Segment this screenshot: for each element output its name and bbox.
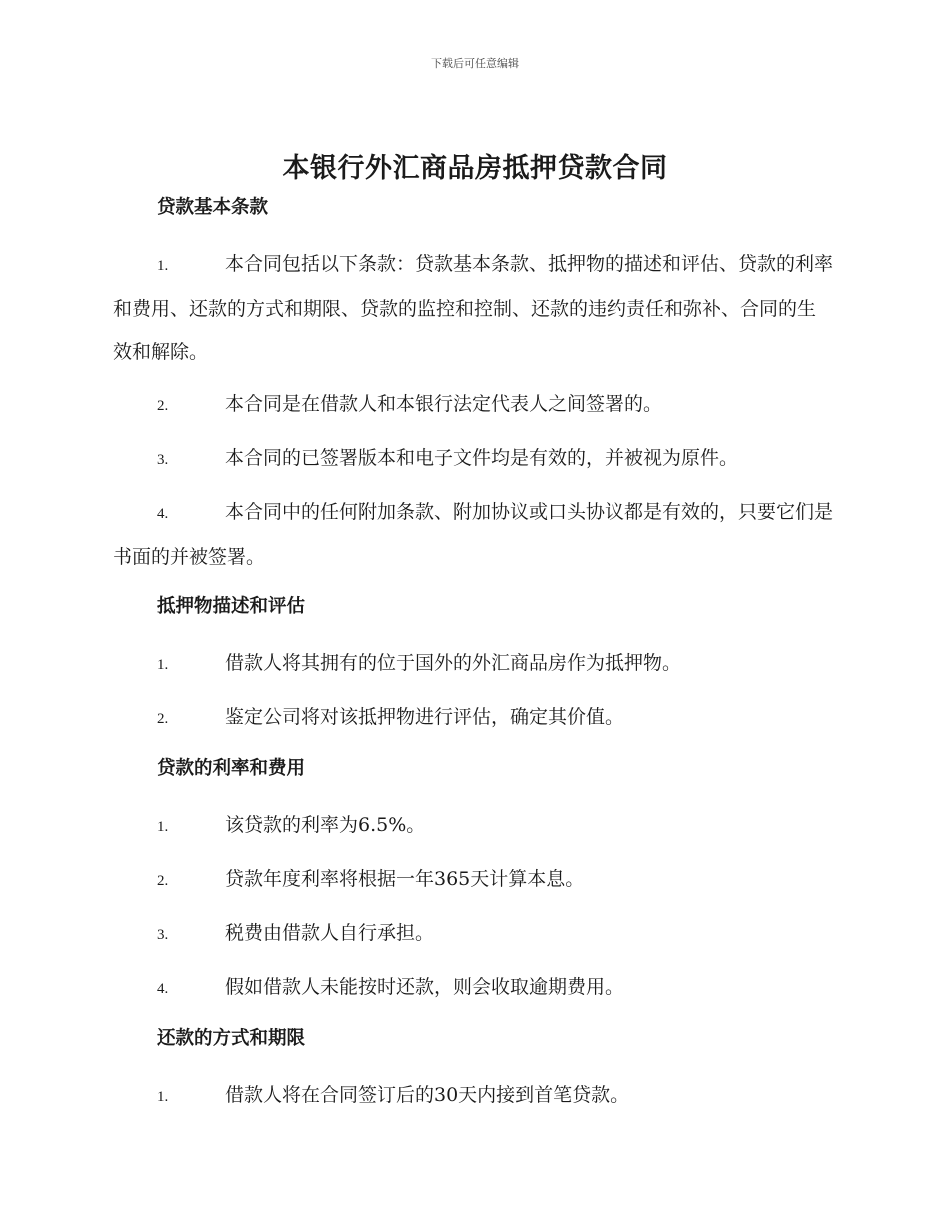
document-body xyxy=(113,188,833,1119)
document-title: 本银行外汇商品房抵押贷款合同 xyxy=(282,153,668,184)
section-collateral-description xyxy=(113,587,833,741)
clause-number: 3. xyxy=(157,927,169,943)
clause-text: 鉴定公司将对该抵押物进行评估，确定其价值。 xyxy=(225,706,625,728)
clause-item xyxy=(113,912,833,957)
clause-text: 本合同包括以下条款：贷款基本条款、抵押物的描述和评估、贷款的利率和费用、还款的方式和期限、贷款的监控和控制、还款的违约责任和弥补、合同的生效和解除。 xyxy=(113,253,834,363)
section-heading: 贷款的利率和费用 xyxy=(157,758,306,779)
clause-number: 4. xyxy=(157,981,169,997)
clause-text: 本合同中的任何附加条款、附加协议或口头协议都是有效的，只要它们是书面的并被签署。 xyxy=(113,501,834,568)
clause-text: 本合同是在借款人和本银行法定代表人之间签署的。 xyxy=(225,393,663,415)
clause-number: 2. xyxy=(157,711,169,727)
section-heading: 还款的方式和期限 xyxy=(157,1028,306,1049)
clause-item xyxy=(113,966,833,1011)
clause-text: 税费由借款人自行承担。 xyxy=(225,922,435,944)
clause-item xyxy=(113,1074,833,1119)
clause-item xyxy=(113,642,833,687)
clause-text: 假如借款人未能按时还款，则会收取逾期费用。 xyxy=(225,976,625,998)
clause-text: 借款人将在合同签订后的30天内接到首笔贷款。 xyxy=(225,1084,630,1106)
clause-number: 2. xyxy=(157,398,169,414)
section-loan-basic-terms xyxy=(113,188,833,579)
clause-item xyxy=(113,491,833,579)
clause-number: 1. xyxy=(157,1089,169,1105)
clause-number: 1. xyxy=(157,657,169,673)
clause-item xyxy=(113,804,833,849)
clause-number: 1. xyxy=(157,819,169,835)
clause-text: 贷款年度利率将根据一年365天计算本息。 xyxy=(225,868,585,890)
section-repayment-terms xyxy=(113,1019,833,1119)
clause-item xyxy=(113,437,833,482)
page-header-note: 下载后可任意编辑 xyxy=(431,57,519,70)
clause-text: 该贷款的利率为6.5%。 xyxy=(225,814,426,836)
clause-number: 2. xyxy=(157,873,169,889)
clause-text: 本合同的已签署版本和电子文件均是有效的，并被视为原件。 xyxy=(225,447,739,469)
clause-item xyxy=(113,696,833,741)
section-interest-and-fees xyxy=(113,749,833,1011)
clause-item xyxy=(113,383,833,428)
clause-item xyxy=(113,858,833,903)
clause-number: 4. xyxy=(157,506,169,522)
section-heading: 贷款基本条款 xyxy=(157,197,269,218)
clause-number: 3. xyxy=(157,452,169,468)
section-heading: 抵押物描述和评估 xyxy=(157,596,306,617)
clause-number: 1. xyxy=(157,258,169,274)
clause-text: 借款人将其拥有的位于国外的外汇商品房作为抵押物。 xyxy=(225,652,682,674)
clause-item xyxy=(113,243,833,374)
